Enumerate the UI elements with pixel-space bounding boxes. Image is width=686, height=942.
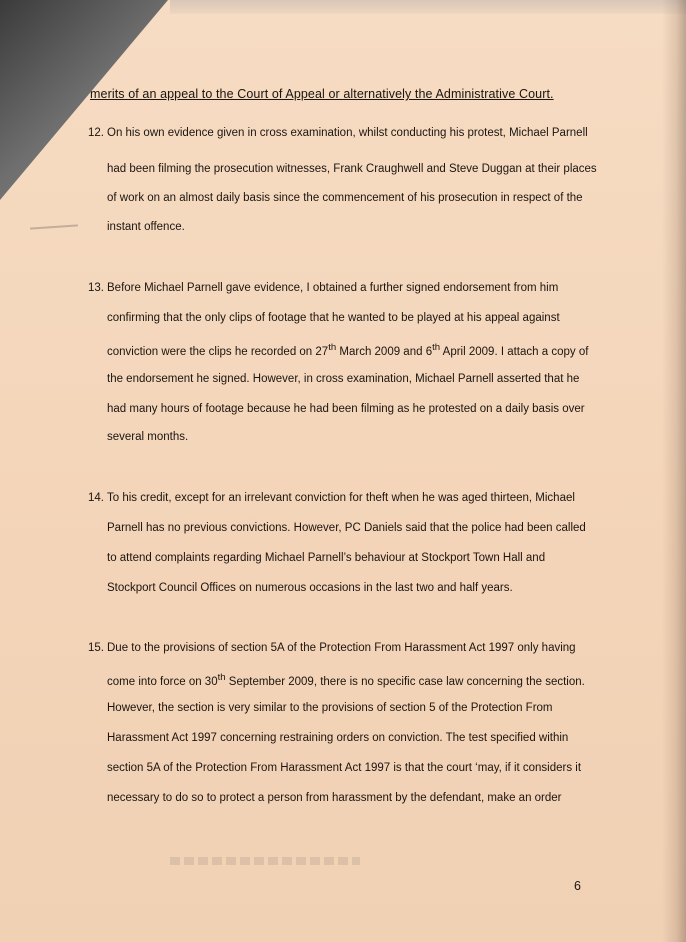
paragraph-number: 14. (88, 492, 104, 504)
paragraph-line: To his credit, except for an irrelevant conviction for theft when he was aged thirteen, Michael (107, 492, 575, 504)
line-segment: September 2009, there is no specific case law concerning the section. (225, 675, 585, 688)
bleed-through-text (170, 857, 360, 865)
paragraph-line: Harassment Act 1997 concerning restraining orders on conviction. The test specified within (107, 732, 569, 744)
line-segment: April 2009. I attach a copy of (440, 345, 589, 358)
paragraph-line: confirming that the only clips of footage that he wanted to be played at his appeal against (107, 312, 560, 324)
continued-sentence-text: merits of an appeal to the Court of Appeal or alternatively the Administrative Court. (90, 87, 554, 101)
paragraph-line: had been filming the prosecution witnesses, Frank Craughwell and Steve Duggan at their places (107, 163, 597, 175)
paragraph-line: to attend complaints regarding Michael Parnell’s behaviour at Stockport Town Hall and (107, 552, 546, 564)
line-segment: conviction were the clips he recorded on 27 (107, 345, 329, 358)
paragraph-line: instant offence. (107, 221, 185, 233)
paragraph-line: several months. (107, 431, 189, 443)
paper-top-edge (170, 0, 686, 14)
ordinal-suffix: th (328, 342, 337, 353)
ordinal-suffix: th (217, 672, 226, 683)
ordinal-suffix: th (432, 342, 441, 353)
paragraph-line: Stockport Council Offices on numerous occasions in the last two and half years. (107, 582, 513, 594)
paper-right-edge (662, 0, 686, 942)
paragraph-number: 15. (88, 642, 104, 654)
paragraph-line: Due to the provisions of section 5A of the Protection From Harassment Act 1997 only having (107, 642, 576, 654)
page-number: 6 (574, 879, 581, 893)
paragraph-number: 12. (88, 127, 104, 139)
paragraph-line: However, the section is very similar to the provisions of section 5 of the Protection From (107, 702, 553, 714)
paragraph-line: had many hours of footage because he had been filming as he protested on a daily basis over (107, 403, 585, 415)
continued-sentence (90, 87, 554, 101)
paragraph-line: Before Michael Parnell gave evidence, I obtained a further signed endorsement from him (107, 282, 559, 294)
paragraph-line: Parnell has no previous convictions. However, PC Daniels said that the police had been called (107, 522, 586, 534)
paragraph-line: of work on an almost daily basis since the commencement of his prosecution in respect of the (107, 192, 583, 204)
stray-pen-mark (30, 224, 78, 229)
line-segment: come into force on 30 (107, 675, 218, 688)
paragraph-line: section 5A of the Protection From Harassment Act 1997 is that the court ‘may, if it considers it (107, 762, 582, 774)
line-segment: March 2009 and 6 (336, 345, 433, 358)
paragraph-line (107, 342, 588, 358)
paragraph-line: the endorsement he signed. However, in cross examination, Michael Parnell asserted that he (107, 373, 580, 385)
paragraph-line (107, 672, 585, 688)
paragraph-line: On his own evidence given in cross examination, whilst conducting his protest, Michael Parnell (107, 127, 588, 139)
paragraph-number: 13. (88, 282, 104, 294)
paragraph-line: necessary to do so to protect a person from harassment by the defendant, make an order (107, 792, 562, 804)
